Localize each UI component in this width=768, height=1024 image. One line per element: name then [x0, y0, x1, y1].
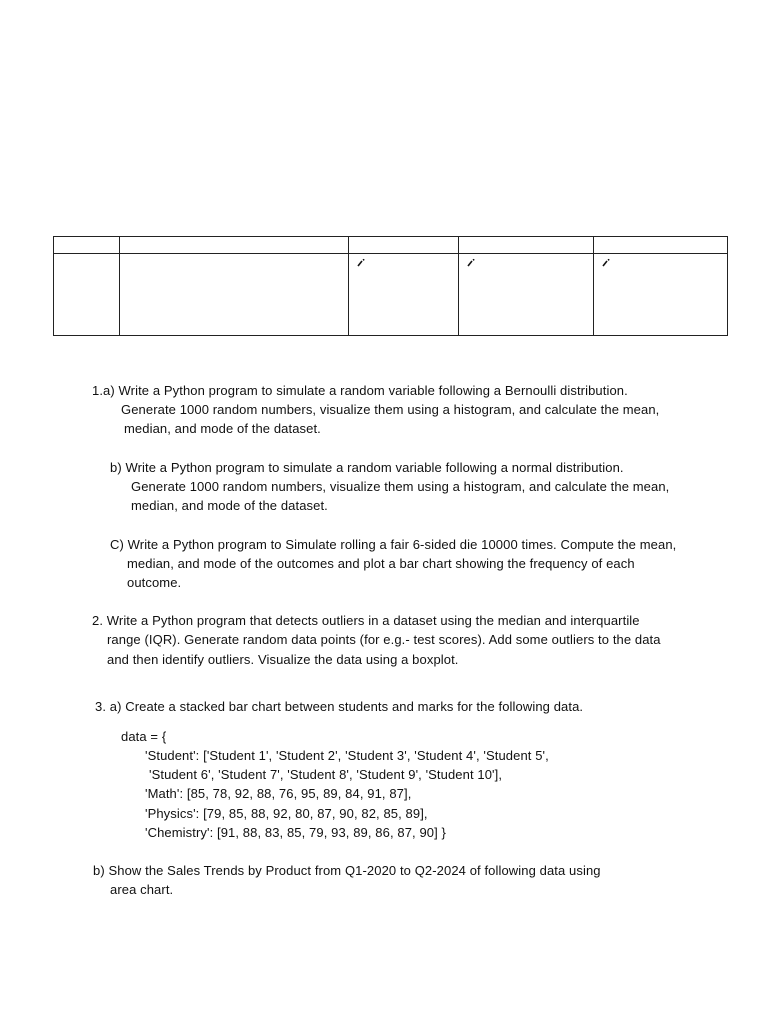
table-cell: [54, 237, 120, 254]
table-cell: [594, 254, 728, 336]
code-line: data = {: [121, 729, 167, 744]
question-1b-line: b) Write a Python program to simulate a random variable following a normal distribution.: [110, 460, 624, 475]
code-line: 'Student 6', 'Student 7', 'Student 8', 'Student 9', 'Student 10'],: [149, 767, 503, 782]
checkmark-icon: [357, 258, 366, 267]
code-line: 'Physics': [79, 85, 88, 92, 80, 87, 90, 82, 85, 89],: [145, 806, 428, 821]
question-1a-line: median, and mode of the dataset.: [124, 421, 321, 436]
table-cell: [459, 254, 594, 336]
table-cell: [349, 254, 459, 336]
question-3b-line: b) Show the Sales Trends by Product from Q1-2020 to Q2-2024 of following data using: [93, 863, 601, 878]
header-table: [53, 236, 728, 336]
question-1a-line: 1.a) Write a Python program to simulate a random variable following a Bernoulli distribution.: [92, 383, 628, 398]
table-cell: [120, 237, 349, 254]
table-cell: [54, 254, 120, 336]
question-2-line: and then identify outliers. Visualize the data using a boxplot.: [107, 652, 459, 667]
question-1b-line: Generate 1000 random numbers, visualize them using a histogram, and calculate the mean,: [131, 479, 670, 494]
code-line: 'Chemistry': [91, 88, 83, 85, 79, 93, 89, 86, 87, 90] }: [145, 825, 446, 840]
table-row: [54, 254, 728, 336]
question-1c-line: outcome.: [127, 575, 182, 590]
table-cell: [120, 254, 349, 336]
question-3a-line: 3. a) Create a stacked bar chart between students and marks for the following data.: [95, 699, 584, 714]
code-line: 'Student': ['Student 1', 'Student 2', 'Student 3', 'Student 4', 'Student 5',: [145, 748, 549, 763]
table-cell: [349, 237, 459, 254]
table-header-row: [54, 237, 728, 254]
question-1b-line: median, and mode of the dataset.: [131, 498, 328, 513]
question-1a-line: Generate 1000 random numbers, visualize them using a histogram, and calculate the mean,: [121, 402, 660, 417]
question-2-line: range (IQR). Generate random data points (for e.g.- test scores). Add some outliers to the data: [107, 632, 661, 647]
table-cell: [459, 237, 594, 254]
question-1c-line: median, and mode of the outcomes and plot a bar chart showing the frequency of each: [127, 556, 635, 571]
table-cell: [594, 237, 728, 254]
code-line: 'Math': [85, 78, 92, 88, 76, 95, 89, 84, 91, 87],: [145, 786, 412, 801]
question-2-line: 2. Write a Python program that detects outliers in a dataset using the median and interquartile: [92, 613, 640, 628]
checkmark-icon: [467, 258, 476, 267]
checkmark-icon: [602, 258, 611, 267]
question-1c-line: C) Write a Python program to Simulate rolling a fair 6-sided die 10000 times. Compute the mean,: [110, 537, 677, 552]
question-3b-line: area chart.: [110, 882, 174, 897]
